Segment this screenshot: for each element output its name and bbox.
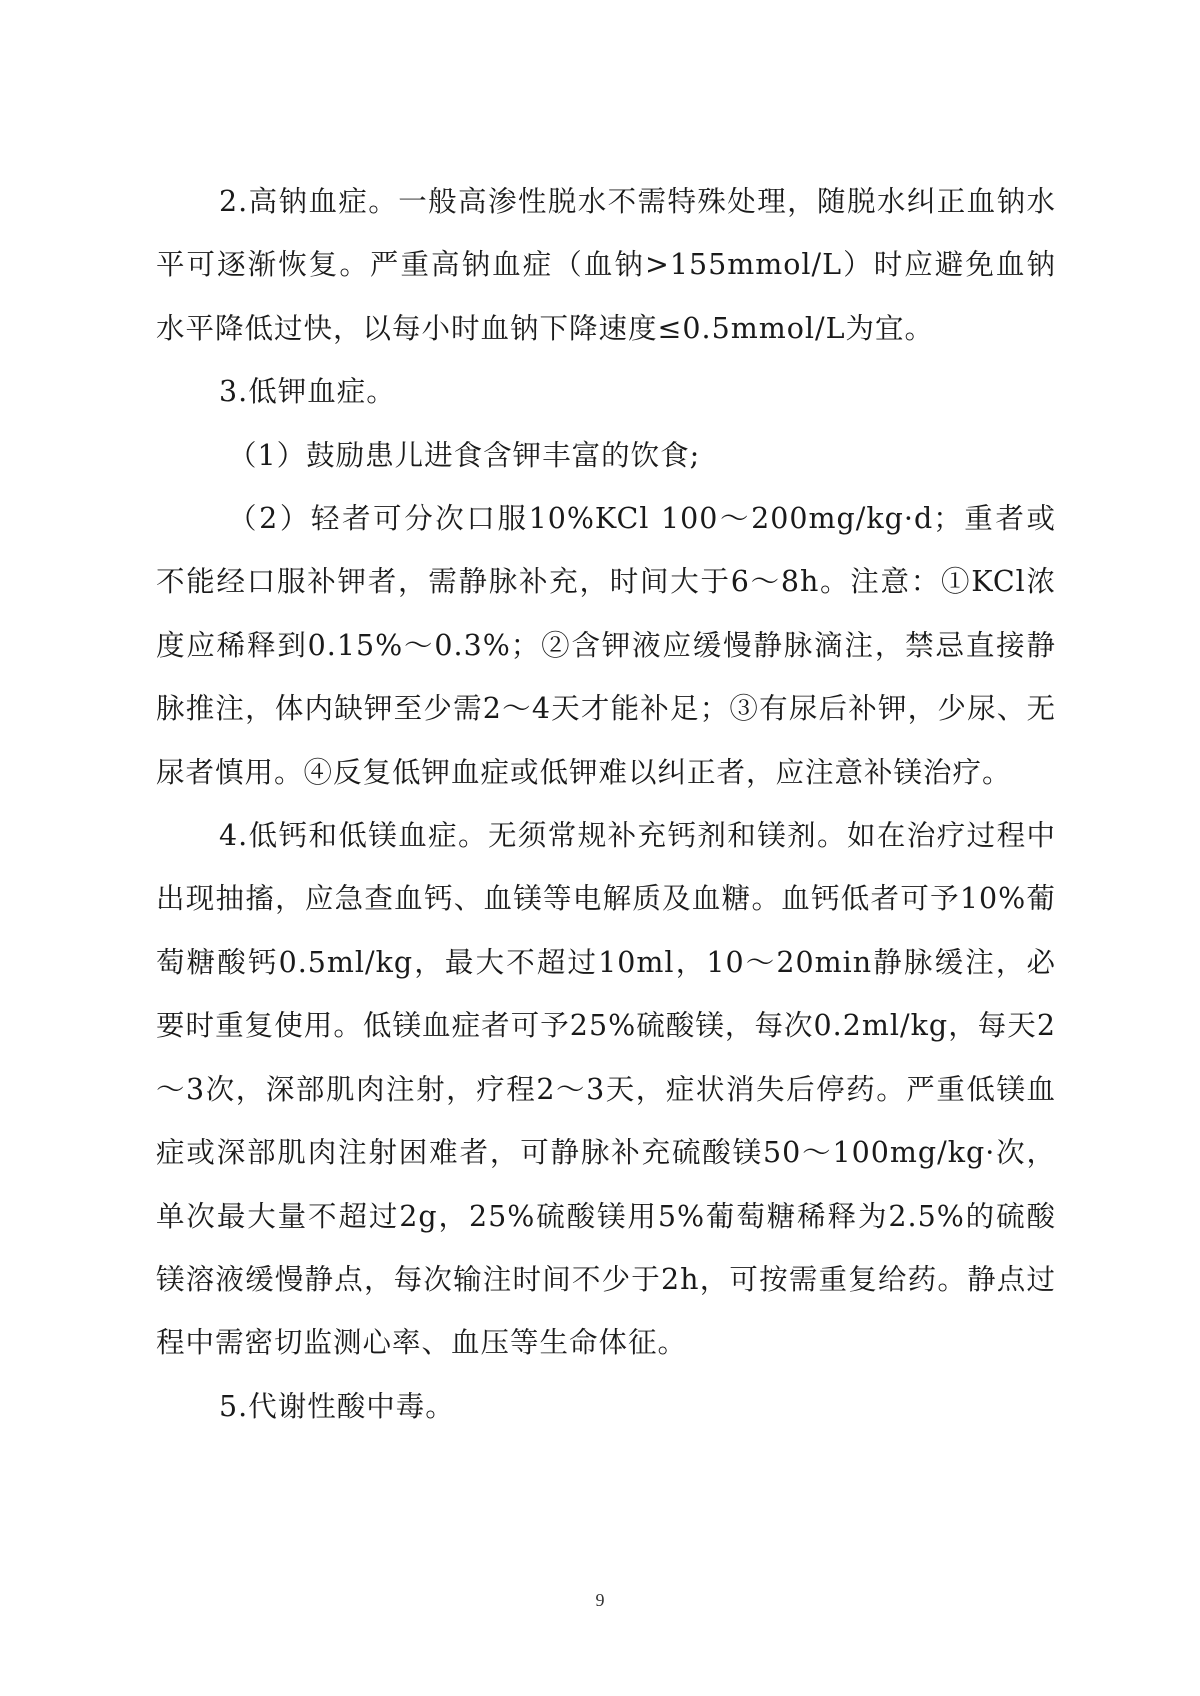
paragraph-hypocalcemia-hypomagnesemia: 4.低钙和低镁血症。无须常规补充钙剂和镁剂。如在治疗过程中出现抽搐，应急查血钙、血镁等电解质及血糖。血钙低者可予10%葡萄糖酸钙0.5ml/kg，最大不超过10ml，10～20min静脉缓注，必要时重复使用。低镁血症者可予25%硫酸镁，每次0.2ml/kg，每天2～3次，深部肌肉注射，疗程2～3天，症状消失后停药。严重低镁血症或深部肌肉注射困难者，可静脉补充硫酸镁50～100mg/kg·次，单次最大量不超过2g，25%硫酸镁用5%葡萄糖稀释为2.5%的硫酸镁溶液缓慢静点，每次输注时间不少于2h，可按需重复给药。静点过程中需密切监测心率、血压等生命体征。 [156,819,1056,1360]
paragraph-hypokalemia-item-1: （1）鼓励患儿进食含钾丰富的饮食; [228,438,701,472]
paragraph-hypokalemia-item-2: （2）轻者可分次口服10%KCl 100～200mg/kg·d；重者或不能经口服补钾者，需静脉补充，时间大于6～8h。注意：①KCl浓度应稀释到0.15%～0.3%；②含钾液应缓慢静脉滴注，禁忌直接静脉推注，体内缺钾至少需2～4天才能补足；③有尿后补钾，少尿、无尿者慎用。④反复低钾血症或低钾难以纠正者，应注意补镁治疗。 [156,502,1056,789]
heading-metabolic-acidosis: 5.代谢性酸中毒。 [219,1389,455,1423]
page-number: 9 [595,1590,605,1610]
body-text [156,170,1056,1438]
heading-hypokalemia: 3.低钾血症。 [219,375,396,409]
paragraph-hypernatremia: 2.高钠血症。一般高渗性脱水不需特殊处理，随脱水纠正血钠水平可逐渐恢复。严重高钠血症（血钠>155mmol/L）时应避免血钠水平降低过快，以每小时血钠下降速度≤0.5mmol/L为宜。 [156,185,1056,345]
